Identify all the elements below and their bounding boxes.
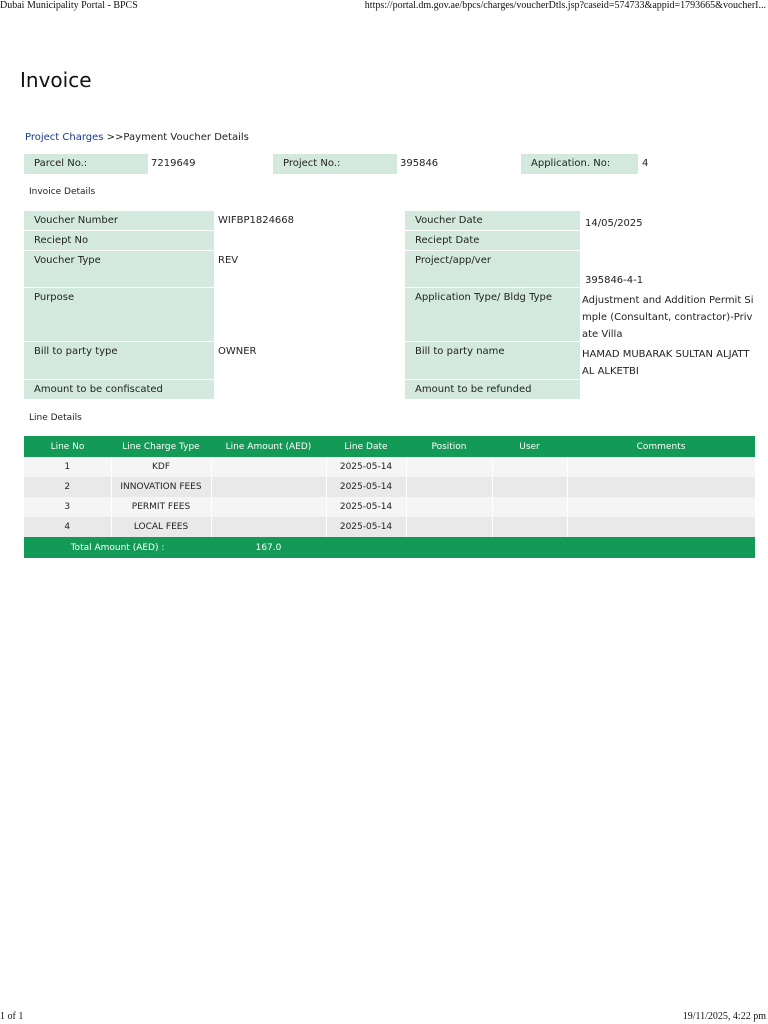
- position-cell: [406, 457, 492, 477]
- line-date-cell: 2025-05-14: [326, 457, 406, 477]
- comments-cell: [567, 477, 755, 497]
- charge-type-cell: PERMIT FEES: [111, 497, 211, 517]
- column-header: Line No: [24, 436, 111, 457]
- line-amount-cell: [211, 477, 326, 497]
- line-amount-cell: [211, 497, 326, 517]
- column-header: Line Date: [326, 436, 406, 457]
- invoice-details-title: Invoice Details: [29, 187, 96, 197]
- application-label: Application. No:: [521, 154, 638, 174]
- total-label: Total Amount (AED) :: [24, 537, 211, 558]
- page-title: Dubai Municipality Portal - BPCS: [0, 0, 138, 11]
- receipt-no-label: Reciept No: [24, 231, 214, 250]
- charge-type-cell: LOCAL FEES: [111, 517, 211, 537]
- table-row: [24, 517, 755, 537]
- line-details-table: [24, 436, 756, 558]
- line-date-cell: 2025-05-14: [326, 497, 406, 517]
- line-no-cell: 4: [24, 517, 111, 537]
- parcel-value: 7219649: [151, 158, 196, 169]
- user-cell: [492, 457, 567, 477]
- application-type-value: Adjustment and Addition Permit Simple (Consultant, contractor)-Private Villa: [582, 295, 754, 340]
- reference-row: [24, 154, 764, 174]
- table-row: [24, 497, 755, 517]
- amount-refunded-value: [583, 380, 755, 399]
- bill-to-party-name-label: Bill to party name: [405, 342, 580, 379]
- voucher-number-value: WIFBP1824668: [218, 215, 295, 226]
- table-row: [24, 477, 755, 497]
- total-row-filler: [326, 537, 755, 558]
- user-cell: [492, 477, 567, 497]
- voucher-date-value: 14/05/2025: [585, 218, 643, 229]
- amount-refunded-label: Amount to be refunded: [405, 380, 580, 399]
- line-date-cell: 2025-05-14: [326, 477, 406, 497]
- column-header: User: [492, 436, 567, 457]
- purpose-label: Purpose: [24, 288, 214, 341]
- comments-cell: [567, 497, 755, 517]
- column-header: Line Charge Type: [111, 436, 211, 457]
- receipt-no-value: [218, 231, 398, 250]
- line-details-title: Line Details: [29, 413, 82, 423]
- voucher-type-label: Voucher Type: [24, 251, 214, 287]
- user-cell: [492, 517, 567, 537]
- line-no-cell: 1: [24, 457, 111, 477]
- line-date-cell: 2025-05-14: [326, 517, 406, 537]
- comments-cell: [567, 457, 755, 477]
- project-app-ver-label: Project/app/ver: [405, 251, 580, 287]
- project-app-ver-value: 395846-4-1: [585, 275, 644, 286]
- parcel-label: Parcel No.:: [24, 154, 148, 174]
- column-header: Comments: [567, 436, 755, 457]
- position-cell: [406, 497, 492, 517]
- receipt-date-label: Reciept Date: [405, 231, 580, 250]
- amount-confiscated-label: Amount to be confiscated: [24, 380, 214, 399]
- column-header: Line Amount (AED): [211, 436, 326, 457]
- total-row: [24, 537, 755, 558]
- application-type-label: Application Type/ Bldg Type: [405, 288, 580, 341]
- line-no-cell: 3: [24, 497, 111, 517]
- line-no-cell: 2: [24, 477, 111, 497]
- amount-confiscated-value: [218, 380, 398, 399]
- column-header: Position: [406, 436, 492, 457]
- bill-to-party-name-value: HAMAD MUBARAK SULTAN ALJATTAL ALKETBI: [582, 349, 750, 377]
- line-details-header-row: [24, 436, 755, 457]
- project-label: Project No.:: [273, 154, 397, 174]
- breadcrumb-project-charges-link[interactable]: Project Charges: [25, 132, 104, 143]
- bill-to-party-type-value: OWNER: [218, 346, 257, 357]
- line-amount-cell: [211, 457, 326, 477]
- project-value: 395846: [400, 158, 439, 169]
- page-url: https://portal.dm.gov.ae/bpcs/charges/voucherDtls.jsp?caseid=574733&appid=1793665&voucherI...: [364, 0, 766, 11]
- application-value: 4: [642, 158, 649, 169]
- line-amount-cell: [211, 517, 326, 537]
- print-timestamp: 19/11/2025, 4:22 pm: [682, 1011, 766, 1022]
- purpose-value: [218, 288, 398, 341]
- charge-type-cell: INNOVATION FEES: [111, 477, 211, 497]
- charge-type-cell: KDF: [111, 457, 211, 477]
- invoice-heading: Invoice: [20, 68, 92, 92]
- comments-cell: [567, 517, 755, 537]
- breadcrumb: [25, 132, 249, 143]
- total-value: 167.0: [211, 537, 326, 558]
- bill-to-party-type-label: Bill to party type: [24, 342, 214, 379]
- voucher-number-label: Voucher Number: [24, 211, 214, 230]
- position-cell: [406, 477, 492, 497]
- user-cell: [492, 497, 567, 517]
- position-cell: [406, 517, 492, 537]
- breadcrumb-current: >>Payment Voucher Details: [103, 132, 249, 143]
- table-row: [24, 457, 755, 477]
- receipt-date-value: [583, 231, 755, 250]
- page-count: 1 of 1: [0, 1011, 24, 1022]
- voucher-date-label: Voucher Date: [405, 211, 580, 230]
- voucher-type-value: REV: [218, 255, 239, 266]
